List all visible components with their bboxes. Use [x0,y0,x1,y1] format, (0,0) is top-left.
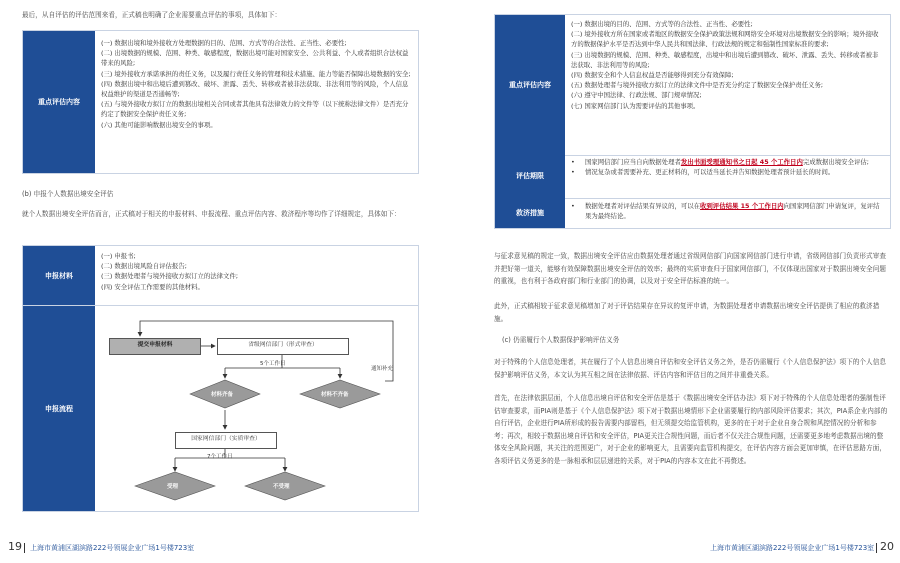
list-item: (三) 出境数据的规模、范围、种类、敏感程度，出境中和出境后遭到篡改、破坏、泄露、丢失、转移或者被非法获取、非法利用等的风险; [571,50,879,69]
list-item: (三) 数据处理者与境外接收方拟订立的法律文件; [101,272,238,281]
left-focus-table-body [95,31,418,173]
list-item: (二) 境外接收方所在国家或者地区的数据安全保护政策法规和网络安全环境对出境数据安全的影响；境外接收方的数据保护水平是否达到中华人民共和国法律、行政法规的规定和强制性国家标准的要求; [571,30,879,49]
list-item: (三) 境外接收方承诺承担的责任义务，以及履行责任义务的管理和技术措施、能力等能否保障出境数据的安全; [101,69,411,78]
list-item: (六) 遵守中国法律、行政法规、部门规章情况; [571,91,702,100]
list-item: (四) 安全评估工作需要的其他材料。 [101,282,204,291]
period-highlight: 发出书面受理通知书之日起 45 个工作日内 [680,158,803,166]
left-footer-text: 上海市黄浦区湖滨路222号领展企业广场1号楼723室 [30,544,195,552]
list-item: (一) 数据出境和境外接收方处理数据的目的、范围、方式等的合法性、正当性、必要性; [101,39,347,47]
right-para4: 首先，在法律依据层面，个人信息出境自评估和安全评估是基于《数据出境安全评估办法》项下对于特殊的个人信息处理者的强制性评估审查要求，而PIA则是基于《个人信息保护法》项下对于数据出境情形下企业需要履行的内部风险评估要求；其次，PIA系企业内部的自行评估，企业进行PIA所形成的报告需要内部留档，但无须提交给监管机构，更多的在于对于企业自身合规和风控情况的分析和参考；再次，相较于数据出境自评估和安全评估，PIA更关注合规性问题，而后者不仅关注合规性问题，还需要更多地考虑数据出境的整体安全风险问题，其关注的范围更广，对于企业的影响更大，且需要向监管机构提交，在评估内容方面会更加审慎，在评估思路方面，各项评估义务更多的是一脉相承和层层递进的关系，对于PIA的内容本文在此不再赘述。 [494,394,888,465]
process-table [22,305,419,512]
materials-body [95,246,418,306]
list-item: • 国家网信部门应当自向数据处理者发出书面受理通知书之日起 45 个工作日内完成数据出境安全评估; [571,158,869,166]
right-para2: 此外，正式稿相较于征求意见稿增加了对于评估结果存在异议的复评申请，为数据处理者申请数据出境安全评估提供了相应的救济措施。 [494,302,880,323]
right-footer-divider [876,543,877,553]
list-item: (七) 国家网信部门认为需要评估的其他事项。 [571,101,700,110]
list-item: (一) 数据出境的目的、范围、方式等的合法性、正当性、必要性; [571,20,753,28]
list-item: • 情况复杂或者需要补充、更正材料的，可以适当延长并告知数据处理者预计延长的时间。 [571,168,835,177]
supplement-label: 通知补充 [371,366,394,372]
submit-box: 提交申报材料 [109,338,201,355]
remedy-highlight: 收到评估结果 15 个工作日内 [700,202,784,210]
incomplete-label: 材料不齐备 [321,392,349,398]
right-focus-table [494,14,891,156]
right-focus-table-body [565,15,890,155]
period-table [494,154,891,199]
list-item: (六) 其他可能影响数据出境安全的事项。 [101,120,217,129]
left-focus-table [22,30,419,174]
right-footer-text: 上海市黄浦区湖滨路222号领展企业广场1号楼723室 [710,544,875,552]
right-page [450,0,900,563]
list-item: (四) 数据安全和个人信息权益是否能够得到充分有效保障; [571,71,734,80]
left-para2: 就个人数据出境安全评估而言，正式稿对于相关的申报材料、申报流程、重点评估内容、救济程序等均作了详细规定，具体如下： [22,210,401,218]
reject-label: 不受理 [273,484,290,490]
remedy-header: 救济措施 [495,198,565,228]
remedy-body [565,198,890,228]
left-page-number: 19 [8,540,22,553]
list-item: (五) 与境外接收方拟订立的数据出境相关合同或者其他具有法律效力的文件等（以下统称法律文件）是否充分约定了数据安全保护责任义务; [101,100,409,119]
list-item: (五) 数据处理者与境外接收方拟订立的法律文件中是否充分约定了数据安全保护责任义务; [571,81,824,90]
complete-label: 材料齐备 [211,392,234,398]
process-flowchart [95,306,418,511]
right-para3: 对于特殊的个人信息处理者，其在履行了个人信息出境自评估和安全评估义务之外，是否仍需履行《个人信息保护法》项下的个人信息保护影响评估义务，本文认为其互相之间在法律依据、评估内容和评估目的之间并非重叠关系。 [494,358,886,379]
list-item: (四) 数据出境中和出境后遭到篡改、破坏、泄露、丢失、转移或者被非法获取、非法利用等的风险，个人信息权益维护的渠道是否通畅等; [101,79,409,99]
right-page-number: 20 [880,540,894,553]
process-header: 申报流程 [23,306,95,511]
right-para1: 与征求意见稿的规定一致，数据出境安全评估应由数据处理者通过省级网信部门向国家网信部门进行申请，省级网信部门负责形式审查并把好第一道关，能够有效保障数据出境安全评估的效率；最终的实质审查归于国家网信部门，不仅体现出国家对于数据出境安全问题的重视，也有利于各政府部门和行业部门的协调，以及对于安全评估标准的统一。 [494,252,886,285]
list-item: (一) 申报书; [101,252,136,260]
period-body [565,154,890,198]
days7-label: 7个工作日 [207,454,233,460]
days5-label: 5个工作日 [260,361,286,367]
materials-table [22,245,419,306]
remedy-table [494,198,891,229]
right-focus-table-header: 重点评估内容 [495,15,565,155]
flowchart-lines [95,306,417,511]
list-item: (二) 出境数据的规模、范围、种类、敏感程度，数据出境可能对国家安全、公共利益、个人或者组织合法权益带来的风险; [101,49,409,68]
list-item: • 数据处理者对评估结果有异议的，可以在收到评估结果 15 个工作日内向国家网信部门申请复评，复评结果为最终结论。 [571,202,880,221]
provincial-box: 省级网信部门（形式审查） [217,338,349,355]
left-sub-heading: (b) 申报个人数据出境安全评估 [22,190,114,198]
national-box: 国家网信部门（实质审查） [175,432,277,449]
materials-header: 申报材料 [23,246,95,306]
accept-label: 受理 [167,484,179,490]
right-sub-heading: (c) 仍需履行个人数据保护影响评估义务 [502,336,620,344]
left-intro: 最后，从自评估的评估范围来看，正式稿也明确了企业需要重点评估的事项，具体如下： [22,11,282,19]
period-header: 评估期限 [495,154,565,198]
left-focus-table-header: 重点评估内容 [23,31,95,173]
left-footer-divider [24,543,25,553]
list-item: (二) 数据出境风险自评估报告; [101,262,187,271]
